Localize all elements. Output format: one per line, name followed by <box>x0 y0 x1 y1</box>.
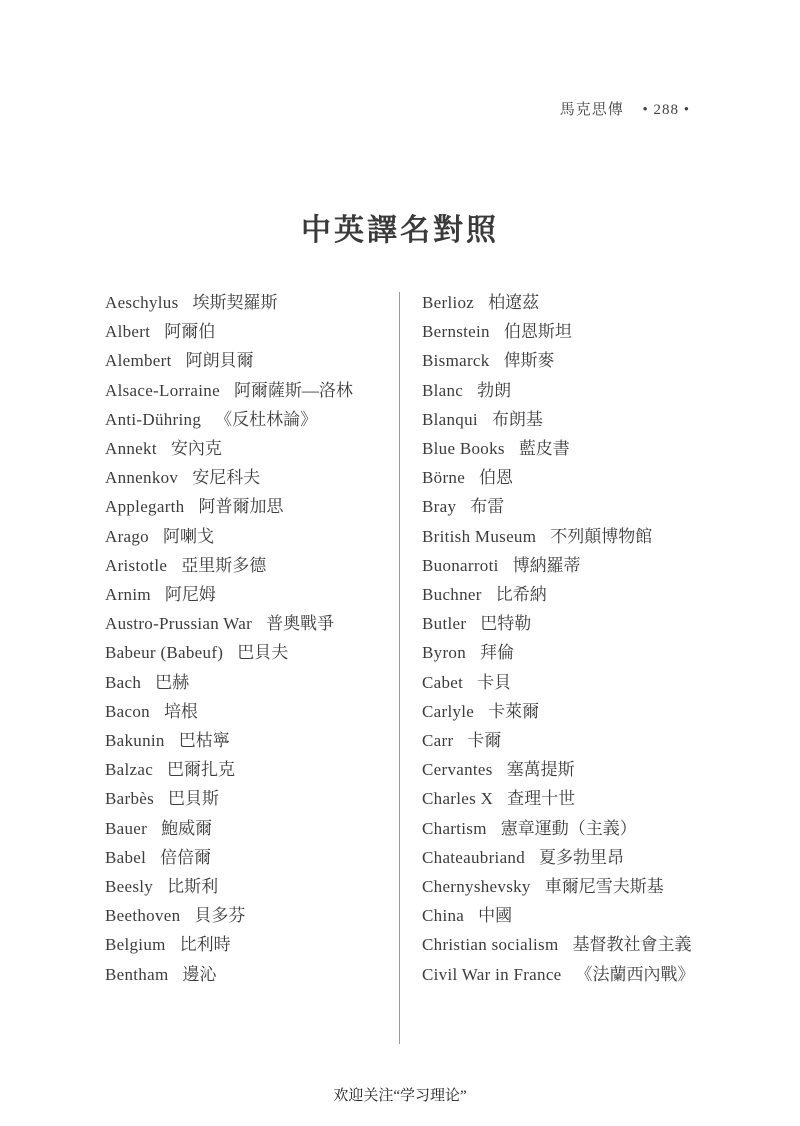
entry-chinese: 卡爾 <box>467 731 502 751</box>
entry-english: Anti-Dühring <box>105 409 202 429</box>
entry-english: Cabet <box>422 672 464 692</box>
glossary-left-column <box>105 288 387 989</box>
glossary-entry <box>422 960 712 989</box>
glossary-entry <box>105 434 387 463</box>
entry-chinese: 柏遼茲 <box>488 293 540 312</box>
entry-chinese: 巴爾扎克 <box>167 760 236 780</box>
entry-chinese: 博納羅蒂 <box>512 555 581 575</box>
entry-english: Berlioz <box>422 293 475 312</box>
entry-chinese: 阿尼姆 <box>164 585 216 605</box>
glossary-entry <box>105 814 387 843</box>
entry-chinese: 巴特勒 <box>480 614 532 634</box>
glossary-entry <box>105 668 387 697</box>
entry-chinese: 卡萊爾 <box>488 701 540 721</box>
glossary-entry <box>422 346 712 375</box>
entry-english: Barbès <box>105 789 155 809</box>
entry-chinese: 查理十世 <box>507 789 576 809</box>
entry-english: Aeschylus <box>105 293 179 312</box>
glossary-entry <box>422 726 712 755</box>
glossary-entry <box>422 784 712 813</box>
entry-chinese: 比希納 <box>495 585 547 605</box>
entry-chinese: 俾斯麥 <box>503 351 555 371</box>
glossary-entry <box>422 463 712 492</box>
glossary-entry <box>422 697 712 726</box>
entry-english: Charles X <box>422 789 494 809</box>
entry-english: Bacon <box>105 701 150 721</box>
glossary-entry <box>422 609 712 638</box>
entry-chinese: 布朗基 <box>491 409 543 429</box>
book-title: 馬克思傳 <box>559 102 624 118</box>
glossary-entry <box>422 522 712 551</box>
entry-chinese: 基督教社會主義 <box>572 935 692 955</box>
glossary-entry <box>105 960 387 989</box>
entry-chinese: 伯恩 <box>479 468 514 488</box>
entry-chinese: 布雷 <box>470 497 505 517</box>
entry-chinese: 阿朗貝爾 <box>185 351 254 371</box>
entry-english: Blue Books <box>422 439 505 459</box>
column-divider <box>399 292 400 1044</box>
glossary-entry <box>422 814 712 843</box>
entry-chinese: 巴赫 <box>155 672 190 692</box>
entry-chinese: 巴貝斯 <box>168 789 220 809</box>
entry-english: Carr <box>422 731 454 751</box>
glossary-entry <box>105 930 387 959</box>
glossary-entry <box>422 755 712 784</box>
glossary-entry <box>105 726 387 755</box>
entry-english: Cervantes <box>422 760 493 780</box>
glossary-entry <box>105 376 387 405</box>
glossary-entry <box>105 580 387 609</box>
entry-english: Bernstein <box>422 322 490 342</box>
entry-english: Börne <box>422 468 466 488</box>
glossary-entry <box>422 668 712 697</box>
entry-english: Bach <box>105 672 142 692</box>
entry-chinese: 邊沁 <box>182 964 217 984</box>
glossary-entry <box>105 346 387 375</box>
entry-english: Butler <box>422 614 467 634</box>
entry-chinese: 拜倫 <box>480 643 514 663</box>
glossary-entry <box>422 551 712 580</box>
glossary-entry <box>105 609 387 638</box>
glossary-entry <box>105 901 387 930</box>
entry-chinese: 阿爾薩斯—洛林 <box>233 380 353 400</box>
entry-english: Belgium <box>105 935 166 955</box>
glossary-entry <box>422 492 712 521</box>
entry-english: Chateaubriand <box>422 847 526 867</box>
entry-chinese: 《法蘭西內戰》 <box>575 964 695 984</box>
entry-chinese: 巴貝夫 <box>237 643 289 663</box>
entry-chinese: 倍倍爾 <box>160 847 212 867</box>
glossary-entry <box>422 930 712 959</box>
entry-english: Civil War in France <box>422 964 562 984</box>
glossary-entry <box>422 901 712 930</box>
glossary-entry <box>105 755 387 784</box>
entry-english: Balzac <box>105 760 154 780</box>
glossary-entry <box>422 872 712 901</box>
glossary-entry <box>422 405 712 434</box>
entry-chinese: 普奧戰爭 <box>266 614 335 634</box>
entry-english: Buchner <box>422 585 482 605</box>
entry-english: Carlyle <box>422 701 475 721</box>
entry-chinese: 阿爾伯 <box>164 322 216 342</box>
entry-chinese: 巴枯寧 <box>178 731 230 751</box>
entry-chinese: 勃朗 <box>477 380 512 400</box>
glossary-entry <box>105 551 387 580</box>
entry-english: Arnim <box>105 585 151 605</box>
entry-chinese: 阿喇戈 <box>162 526 214 546</box>
entry-english: Bentham <box>105 964 169 984</box>
entry-chinese: 亞里斯多德 <box>181 555 267 575</box>
entry-english: Babeur (Babeuf) <box>105 643 224 663</box>
glossary-entry <box>422 317 712 346</box>
glossary-entry <box>105 697 387 726</box>
glossary-entry <box>422 376 712 405</box>
glossary-right-column <box>422 288 712 989</box>
glossary-entry <box>422 638 712 667</box>
entry-english: Annekt <box>105 439 157 459</box>
entry-english: Bray <box>422 497 457 517</box>
entry-english: China <box>422 906 465 926</box>
page-number: • 288 • <box>642 102 690 118</box>
entry-english: British Museum <box>422 526 537 546</box>
entry-english: Bauer <box>105 818 148 838</box>
entry-chinese: 塞萬提斯 <box>506 760 575 780</box>
glossary-entry <box>105 288 387 317</box>
entry-english: Austro-Prussian War <box>105 614 253 634</box>
glossary-entry <box>422 843 712 872</box>
entry-chinese: 卡貝 <box>477 672 512 692</box>
glossary-entry <box>105 784 387 813</box>
entry-english: Alsace-Lorraine <box>105 380 220 400</box>
entry-english: Arago <box>105 526 149 546</box>
entry-english: Aristotle <box>105 555 168 575</box>
entry-chinese: 不列顛博物館 <box>550 526 653 546</box>
page-title: 中英譯名對照 <box>301 214 499 247</box>
entry-chinese: 《反杜林論》 <box>215 409 318 429</box>
entry-chinese: 憲章運動（主義） <box>500 818 637 838</box>
glossary-entry <box>422 434 712 463</box>
footer-note: 欢迎关注“学习理论” <box>333 1088 467 1104</box>
entry-english: Chernyshevsky <box>422 877 531 897</box>
entry-chinese: 安尼科夫 <box>192 468 261 488</box>
entry-english: Blanqui <box>422 409 478 429</box>
glossary-entry <box>105 522 387 551</box>
entry-chinese: 培根 <box>163 701 198 721</box>
glossary-entry <box>105 317 387 346</box>
entry-chinese: 比斯利 <box>167 877 219 897</box>
entry-english: Blanc <box>422 380 464 400</box>
glossary-entry <box>105 872 387 901</box>
entry-english: Alembert <box>105 351 172 371</box>
entry-english: Buonarroti <box>422 555 499 575</box>
entry-chinese: 中國 <box>478 906 513 926</box>
entry-chinese: 伯恩斯坦 <box>503 322 572 342</box>
entry-english: Bakunin <box>105 731 165 751</box>
entry-english: Babel <box>105 847 147 867</box>
entry-english: Beethoven <box>105 906 181 926</box>
entry-english: Byron <box>422 643 466 663</box>
glossary-entry <box>105 638 387 667</box>
glossary-entry <box>105 492 387 521</box>
entry-chinese: 貝多芬 <box>194 906 246 926</box>
entry-english: Chartism <box>422 818 487 838</box>
glossary-entry <box>105 463 387 492</box>
glossary-entry <box>422 580 712 609</box>
glossary-entry <box>422 288 712 317</box>
entry-chinese: 安內克 <box>170 439 222 459</box>
entry-chinese: 阿普爾加思 <box>198 497 284 517</box>
glossary-entry <box>105 843 387 872</box>
entry-english: Bismarck <box>422 351 490 371</box>
entry-chinese: 埃斯契羅斯 <box>192 293 278 312</box>
entry-chinese: 車爾尼雪夫斯基 <box>544 877 664 897</box>
entry-english: Christian socialism <box>422 935 559 955</box>
entry-english: Albert <box>105 322 151 342</box>
entry-chinese: 夏多勃里昂 <box>539 847 625 867</box>
entry-english: Beesly <box>105 877 154 897</box>
glossary-entry <box>105 405 387 434</box>
entry-chinese: 藍皮書 <box>518 439 570 459</box>
entry-chinese: 比利時 <box>179 935 231 955</box>
running-header <box>560 98 690 119</box>
entry-chinese: 鮑威爾 <box>161 818 213 838</box>
entry-english: Applegarth <box>105 497 185 517</box>
entry-english: Annenkov <box>105 468 179 488</box>
